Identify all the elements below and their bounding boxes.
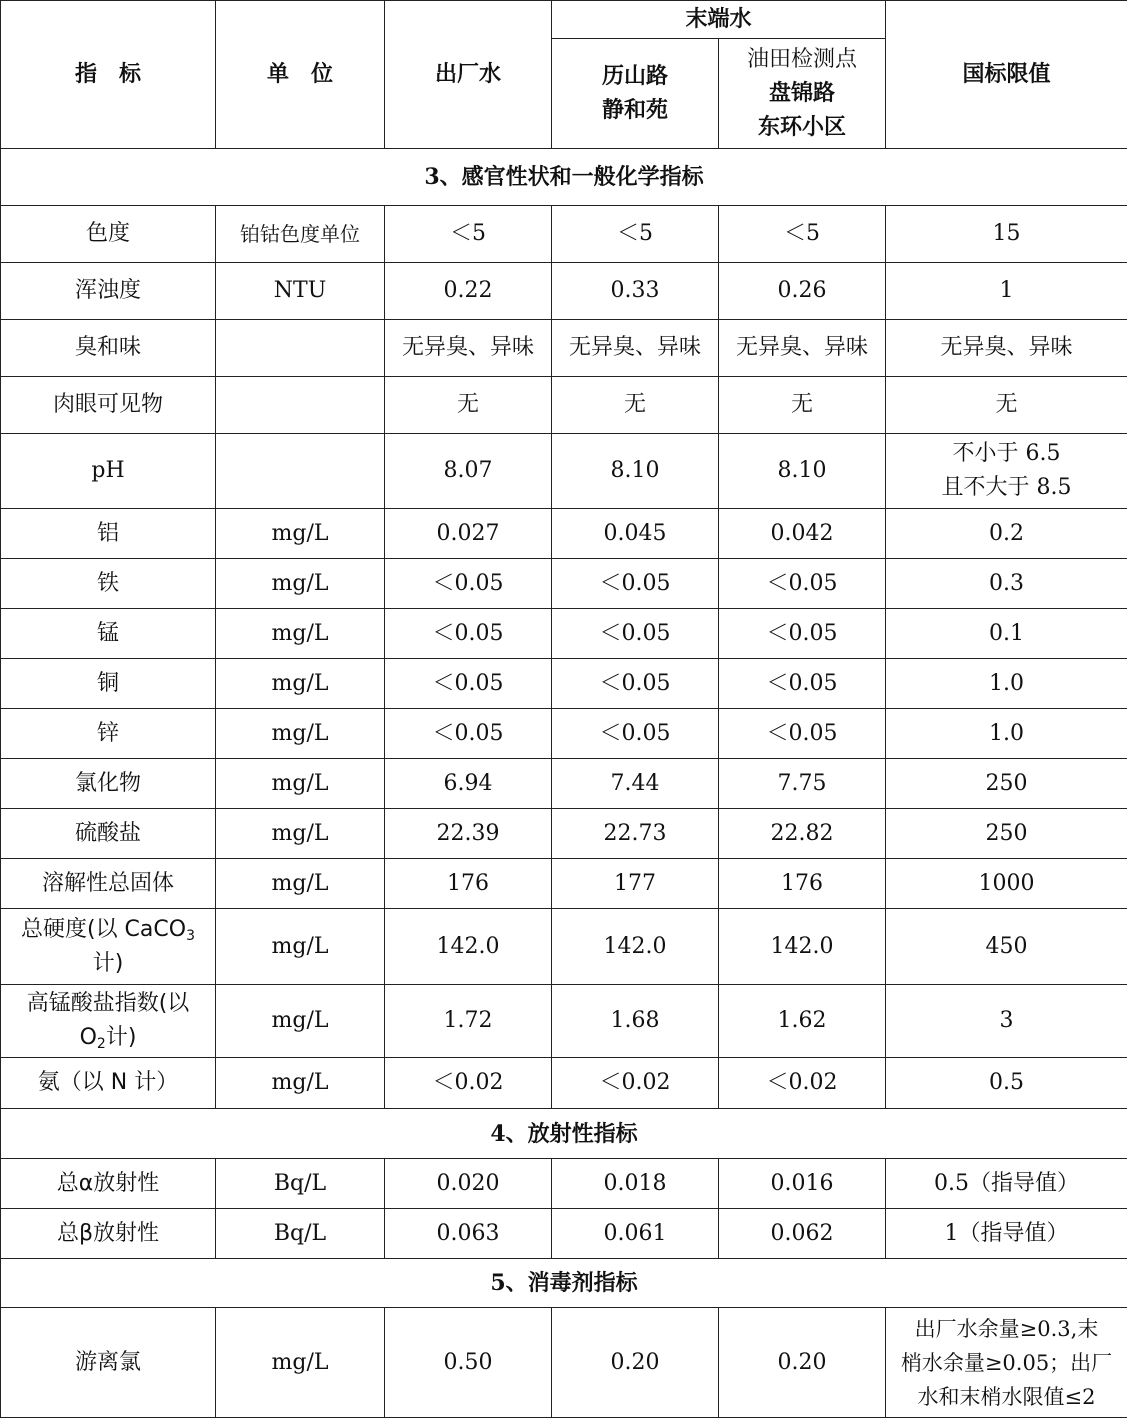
limit-value: 1.0 [886, 709, 1127, 759]
site2-value: 7.75 [719, 759, 886, 809]
plant-value: 0.063 [385, 1209, 552, 1259]
limit-value: 1（指导值） [886, 1209, 1127, 1259]
unit-cell: 铂钴色度单位 [216, 206, 385, 263]
plant-value: 6.94 [385, 759, 552, 809]
plant-value: ＜0.02 [385, 1058, 552, 1109]
indicator-text: 总硬度(以 CaCO [21, 917, 186, 942]
indicator-cell: pH [1, 434, 216, 509]
unit-cell: mg/L [216, 709, 385, 759]
table-row [1, 434, 1127, 509]
indicator-cell: 铜 [1, 659, 216, 709]
site2-value: 0.26 [719, 263, 886, 320]
unit-cell: mg/L [216, 659, 385, 709]
site1-value: 无 [552, 377, 719, 434]
site2-value: ＜0.02 [719, 1058, 886, 1109]
header-site2 [719, 39, 886, 149]
header-site1-line1: 历山路 [556, 60, 714, 94]
table-row [1, 1209, 1127, 1259]
indicator-text: O [80, 1025, 97, 1050]
limit-value: 0.5 [886, 1058, 1127, 1109]
limit-value: 450 [886, 909, 1127, 985]
plant-value: 1.72 [385, 985, 552, 1058]
limit-line: 水和末梢水限值≤2 [890, 1380, 1123, 1414]
limit-value: 1000 [886, 859, 1127, 909]
unit-cell: mg/L [216, 809, 385, 859]
plant-value: 无 [385, 377, 552, 434]
indicator-cell [1, 985, 216, 1058]
table-row [1, 709, 1127, 759]
table-row [1, 985, 1127, 1058]
section-row [1, 1109, 1127, 1159]
site1-value: ＜0.02 [552, 1058, 719, 1109]
unit-cell: mg/L [216, 909, 385, 985]
limit-value: 250 [886, 759, 1127, 809]
plant-value: 8.07 [385, 434, 552, 509]
site2-value: 0.016 [719, 1159, 886, 1209]
plant-value: 0.22 [385, 263, 552, 320]
limit-value: 无 [886, 377, 1127, 434]
site2-value: 0.042 [719, 509, 886, 559]
section-row [1, 1259, 1127, 1308]
limit-value [886, 434, 1127, 509]
header-site1-line2: 静和苑 [556, 94, 714, 128]
site1-value: ＜0.05 [552, 609, 719, 659]
site2-value: 176 [719, 859, 886, 909]
site2-value: ＜0.05 [719, 559, 886, 609]
site1-value: 142.0 [552, 909, 719, 985]
table-row [1, 1058, 1127, 1109]
unit-cell: Bq/L [216, 1159, 385, 1209]
site1-value: 无异臭、异味 [552, 320, 719, 377]
table-row [1, 809, 1127, 859]
header-national-limit: 国标限值 [886, 1, 1127, 149]
plant-value: 176 [385, 859, 552, 909]
limit-line: 不小于 6.5 [890, 437, 1123, 471]
plant-value: 无异臭、异味 [385, 320, 552, 377]
plant-value: ＜0.05 [385, 559, 552, 609]
unit-cell: mg/L [216, 985, 385, 1058]
indicator-cell: 硫酸盐 [1, 809, 216, 859]
table-row [1, 377, 1127, 434]
section-title: 4、放射性指标 [1, 1109, 1127, 1159]
table-row [1, 206, 1127, 263]
table-row [1, 759, 1127, 809]
site2-value: 8.10 [719, 434, 886, 509]
unit-cell [216, 434, 385, 509]
header-site2-line1: 油田检测点 [723, 43, 881, 77]
limit-value: 0.5（指导值） [886, 1159, 1127, 1209]
site1-value: ＜0.05 [552, 559, 719, 609]
site2-value: 0.062 [719, 1209, 886, 1259]
limit-value: 1.0 [886, 659, 1127, 709]
limit-value [886, 1308, 1127, 1418]
site2-value: 0.20 [719, 1308, 886, 1418]
site1-value: 0.018 [552, 1159, 719, 1209]
site2-value: ＜0.05 [719, 659, 886, 709]
site2-value: 22.82 [719, 809, 886, 859]
indicator-subscript: 2 [97, 1036, 106, 1052]
limit-line: 出厂水余量≥0.3,末 [890, 1312, 1123, 1346]
table-row [1, 320, 1127, 377]
unit-cell [216, 320, 385, 377]
table-row [1, 1308, 1127, 1418]
section-title: 3、感官性状和一般化学指标 [1, 149, 1127, 206]
table-row [1, 659, 1127, 709]
site2-value: ＜0.05 [719, 709, 886, 759]
plant-value: ＜0.05 [385, 709, 552, 759]
site1-value: 0.20 [552, 1308, 719, 1418]
unit-cell: mg/L [216, 1308, 385, 1418]
limit-value: 3 [886, 985, 1127, 1058]
indicator-cell: 铝 [1, 509, 216, 559]
indicator-cell: 溶解性总固体 [1, 859, 216, 909]
site1-value: 8.10 [552, 434, 719, 509]
table-row [1, 909, 1127, 985]
unit-cell: mg/L [216, 559, 385, 609]
site1-value: ＜0.05 [552, 709, 719, 759]
limit-value: 0.2 [886, 509, 1127, 559]
header-site2-line2: 盘锦路 [723, 77, 881, 111]
site2-value: 无异臭、异味 [719, 320, 886, 377]
section-row [1, 149, 1127, 206]
limit-value: 250 [886, 809, 1127, 859]
indicator-cell: 铁 [1, 559, 216, 609]
plant-value: 142.0 [385, 909, 552, 985]
indicator-text: 计) [106, 1025, 137, 1050]
table-row [1, 559, 1127, 609]
limit-value: 15 [886, 206, 1127, 263]
header-row-1 [1, 1, 1127, 39]
indicator-cell: 氨（以 N 计） [1, 1058, 216, 1109]
unit-cell [216, 377, 385, 434]
indicator-text: 高锰酸盐指数(以 [5, 987, 211, 1021]
header-site2-line3: 东环小区 [723, 111, 881, 145]
limit-value: 1 [886, 263, 1127, 320]
table-row [1, 263, 1127, 320]
site1-value: 177 [552, 859, 719, 909]
plant-value: ＜0.05 [385, 609, 552, 659]
unit-cell: mg/L [216, 609, 385, 659]
limit-value: 0.1 [886, 609, 1127, 659]
site1-value: 7.44 [552, 759, 719, 809]
indicator-cell: 色度 [1, 206, 216, 263]
header-plant-water: 出厂水 [385, 1, 552, 149]
header-unit: 单 位 [216, 1, 385, 149]
header-terminal-water: 末端水 [552, 1, 886, 39]
limit-line: 梢水余量≥0.05；出厂 [890, 1346, 1123, 1380]
indicator-cell: 总α放射性 [1, 1159, 216, 1209]
header-site1 [552, 39, 719, 149]
indicator-text: 计) [5, 947, 211, 981]
table-row [1, 609, 1127, 659]
plant-value: ＜0.05 [385, 659, 552, 709]
indicator-cell: 总β放射性 [1, 1209, 216, 1259]
unit-cell: NTU [216, 263, 385, 320]
header-indicator: 指 标 [1, 1, 216, 149]
plant-value: 0.020 [385, 1159, 552, 1209]
table-row [1, 509, 1127, 559]
site2-value: ＜0.05 [719, 609, 886, 659]
site1-value: 0.061 [552, 1209, 719, 1259]
site1-value: 0.33 [552, 263, 719, 320]
unit-cell: mg/L [216, 859, 385, 909]
table-row [1, 1159, 1127, 1209]
indicator-cell: 游离氯 [1, 1308, 216, 1418]
site1-value: ＜5 [552, 206, 719, 263]
plant-value: 22.39 [385, 809, 552, 859]
limit-value: 无异臭、异味 [886, 320, 1127, 377]
indicator-cell: 锰 [1, 609, 216, 659]
unit-cell: mg/L [216, 1058, 385, 1109]
indicator-cell: 氯化物 [1, 759, 216, 809]
table-row [1, 859, 1127, 909]
plant-value: ＜5 [385, 206, 552, 263]
indicator-cell: 锌 [1, 709, 216, 759]
site2-value: 1.62 [719, 985, 886, 1058]
plant-value: 0.50 [385, 1308, 552, 1418]
indicator-cell: 臭和味 [1, 320, 216, 377]
unit-cell: mg/L [216, 759, 385, 809]
indicator-subscript: 3 [186, 928, 195, 944]
indicator-cell [1, 909, 216, 985]
site1-value: 0.045 [552, 509, 719, 559]
plant-value: 0.027 [385, 509, 552, 559]
site2-value: 无 [719, 377, 886, 434]
site2-value: 142.0 [719, 909, 886, 985]
site2-value: ＜5 [719, 206, 886, 263]
unit-cell: mg/L [216, 509, 385, 559]
site1-value: 22.73 [552, 809, 719, 859]
section-title: 5、消毒剂指标 [1, 1259, 1127, 1308]
indicator-cell: 肉眼可见物 [1, 377, 216, 434]
site1-value: 1.68 [552, 985, 719, 1058]
site1-value: ＜0.05 [552, 659, 719, 709]
limit-line: 且不大于 8.5 [890, 471, 1123, 505]
indicator-cell: 浑浊度 [1, 263, 216, 320]
limit-value: 0.3 [886, 559, 1127, 609]
unit-cell: Bq/L [216, 1209, 385, 1259]
